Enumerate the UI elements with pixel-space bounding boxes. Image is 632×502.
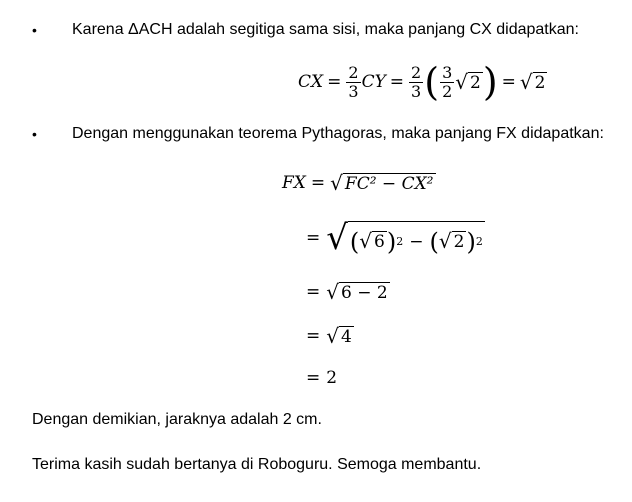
eq1-equals-1: = <box>327 72 342 92</box>
eq1-equals-2: = <box>389 72 405 92</box>
equation-fx-line-1 <box>282 170 436 196</box>
equation-fx-line-4 <box>306 324 354 348</box>
eq1-frac-3-num: 3 <box>442 62 453 82</box>
eq2-line2-root-b: 2 <box>453 232 465 252</box>
bullet-2-marker: • <box>32 126 37 142</box>
bullet-1-text: Karena ΔACH adalah segitiga sama sisi, maka panjang CX didapatkan: <box>72 21 579 38</box>
equation-fx-line-5 <box>306 366 337 390</box>
eq2-line1-sqrt: √ FC² − CX² <box>330 170 434 195</box>
eq2-equals-5: = <box>306 368 321 388</box>
eq2-line4-sqrt: √ 4 <box>326 323 352 348</box>
eq2-line2-outer-sqrt-sign: √ <box>326 218 348 258</box>
eq2-line2-root-a: 6 <box>374 232 385 252</box>
eq1-frac-2 <box>409 64 423 101</box>
conclusion-text: Dengan demikian, jaraknya adalah 2 cm. <box>32 411 322 428</box>
eq2-line4-radicand: 4 <box>341 326 352 347</box>
eq2-line3-sqrt: √ 6 − 2 <box>326 279 388 304</box>
eq2-line2-exp-b: 2 <box>475 235 483 248</box>
eq1-frac-3 <box>440 64 454 101</box>
eq2-line2-radicand: ( √ 6 ) 2 − ( √ 2 ) 2 <box>348 221 485 256</box>
eq2-equals-3: = <box>306 282 321 302</box>
eq1-sqrt-radicand: 2 <box>470 72 481 93</box>
eq2-line1-radicand: FC² − CX² <box>344 173 434 194</box>
eq1-frac-1-den: 3 <box>348 81 359 101</box>
eq1-result-radicand: 2 <box>534 72 546 93</box>
eq2-equals-1: = <box>310 173 326 193</box>
eq1-sqrt: √ 2 <box>455 69 481 94</box>
eq1-equals-3: = <box>501 72 516 92</box>
eq1-frac-2-num: 2 <box>411 62 422 82</box>
eq1-left-paren: ( <box>424 60 440 104</box>
eq1-right-paren: ) <box>482 60 498 104</box>
eq1-frac-2-den: 3 <box>411 81 422 101</box>
equation-cx <box>298 60 547 104</box>
closing-text: Terima kasih sudah bertanya di Roboguru. Semoga membantu. <box>32 456 482 473</box>
bullet-2-text: Dengan menggunakan teorema Pythagoras, maka panjang FX didapatkan: <box>72 125 604 142</box>
eq1-result-sqrt: √ 2 <box>519 69 546 94</box>
equation-fx-line-2 <box>306 216 485 260</box>
eq1-cy: CY <box>361 72 386 92</box>
eq2-line3-radicand: 6 − 2 <box>341 282 388 303</box>
equation-fx-line-3 <box>306 280 390 304</box>
bullet-1-marker: • <box>32 22 37 38</box>
eq1-frac-3-den: 2 <box>442 81 453 101</box>
eq2-line5-value: 2 <box>326 368 338 388</box>
eq2-equals-2: = <box>306 228 321 248</box>
eq2-line2-exp-a: 2 <box>396 235 404 248</box>
eq1-lhs: CX <box>298 72 324 92</box>
eq1-frac-1 <box>346 64 360 101</box>
eq2-equals-4: = <box>306 326 321 346</box>
eq1-frac-1-num: 2 <box>348 62 359 82</box>
eq2-lhs: FX <box>282 173 306 193</box>
